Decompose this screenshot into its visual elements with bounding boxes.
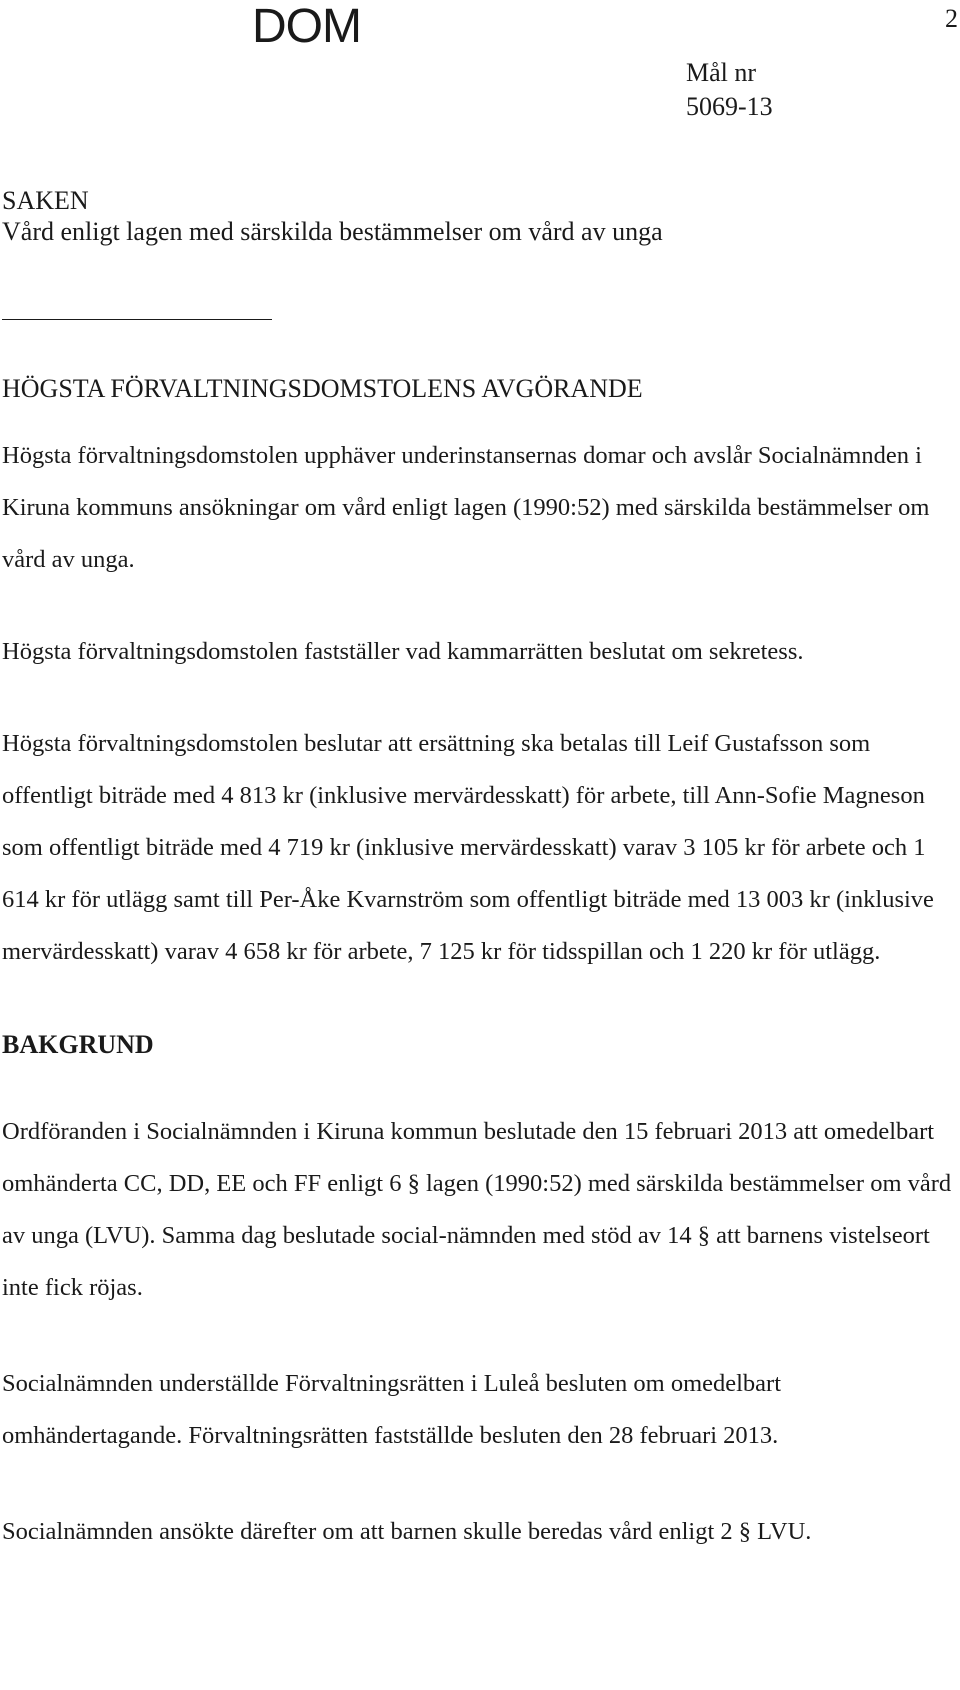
ruling-paragraph: Högsta förvaltningsdomstolen fastställer vad kammarrätten beslutat om sekretess. <box>2 638 804 665</box>
saken-text: Vård enligt lagen med särskilda bestämmelser om vård av unga <box>2 217 663 246</box>
ruling-paragraph: Högsta förvaltningsdomstolen upphäver underinstansernas domar och avslår Socialnämnden i Kiruna kommuns ansökningar om vård enligt lagen (1990:52) med särskilda bestämmelser om vård av unga. <box>2 442 930 573</box>
document-body <box>2 186 952 1558</box>
saken-heading: SAKEN <box>2 186 89 215</box>
background-paragraph: Ordföranden i Socialnämnden i Kiruna kommun beslutade den 15 februari 2013 att omedelbart omhänderta CC, DD, EE och FF enligt 6 § lagen (1990:52) med särskilda bestämmelser om vård av unga (LVU). Samma dag beslutade social-nämnden med stöd av 14 § att barnens vistelseort inte fick röjas. <box>2 1118 952 1301</box>
case-number-block <box>686 56 773 124</box>
page-number: 2 <box>945 4 958 33</box>
document-type-title: DOM <box>252 0 361 53</box>
background-paragraph: Socialnämnden ansökte därefter om att barnen skulle beredas vård enligt 2 § LVU. <box>2 1518 812 1545</box>
case-number-label: Mål nr <box>686 58 757 87</box>
ruling-paragraph: Högsta förvaltningsdomstolen beslutar att ersättning ska betalas till Leif Gustafsson som offentligt biträde med 4 813 kr (inklusive mervärdesskatt) för arbete, till Ann-Sofie Magneson som offentligt biträde med 4 719 kr (inklusive mervärdesskatt) varav 3 105 kr för arbete och 1 614 kr för utlägg samt till Per-Åke Kvarnström som offentligt biträde med 13 003 kr (inklusive mervärdesskatt) varav 4 658 kr för arbete, 7 125 kr för tidsspillan och 1 220 kr för utlägg. <box>2 730 934 965</box>
background-heading: BAKGRUND <box>2 1030 154 1059</box>
background-paragraph: Socialnämnden underställde Förvaltningsrätten i Luleå besluten om omedelbart omhändertagande. Förvaltningsrätten fastställde besluten den 28 februari 2013. <box>2 1370 782 1449</box>
case-number: 5069-13 <box>686 92 773 121</box>
separator-line <box>2 319 272 320</box>
ruling-heading: HÖGSTA FÖRVALTNINGSDOMSTOLENS AVGÖRANDE <box>2 374 643 403</box>
